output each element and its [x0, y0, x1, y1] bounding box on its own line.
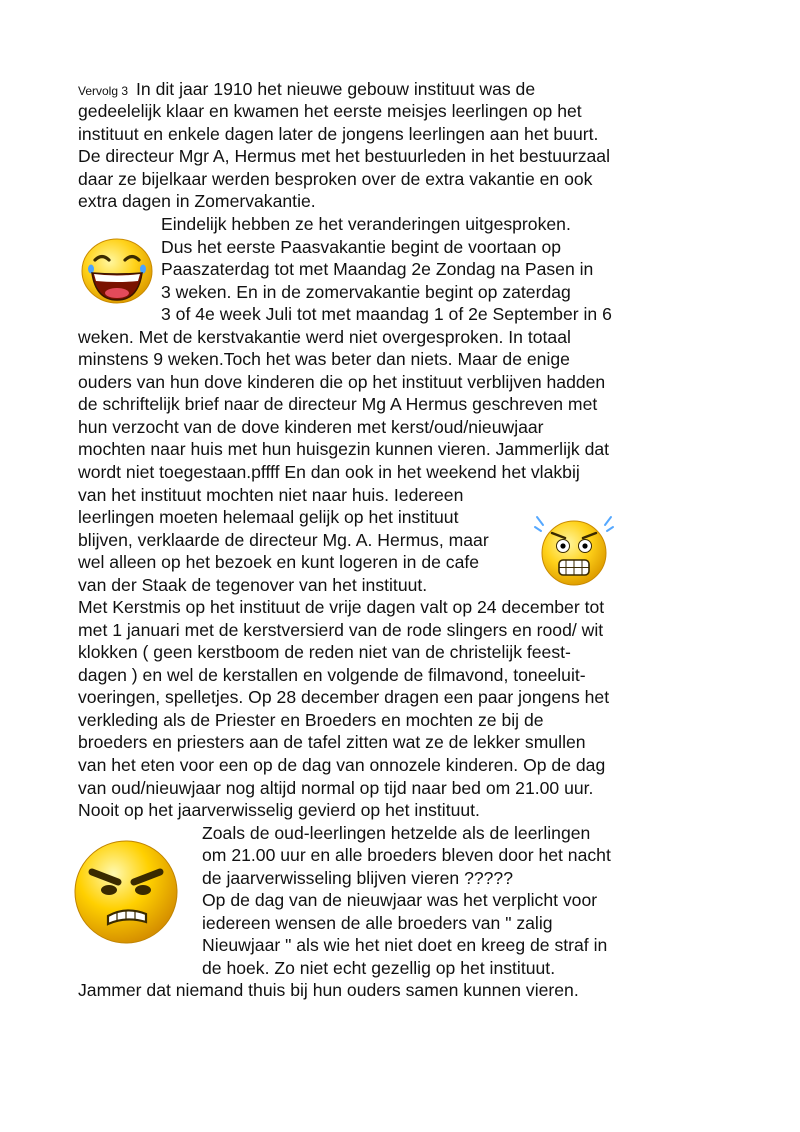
text-line: Jammer dat niemand thuis bij hun ouders samen kunnen vieren. — [78, 980, 579, 1000]
angry-emoji-icon — [70, 836, 182, 948]
text-line: Nooit op het jaarverwisselig gevierd op het instituut. — [78, 800, 480, 820]
text-line: Op de dag van de nieuwjaar was het verplicht voor — [202, 890, 598, 910]
text-line: verkleding als de Priester en Broeders en mochten ze bij de — [78, 710, 544, 730]
text-line: Nieuwjaar " als wie het niet doet en kreeg de straf in — [202, 935, 608, 955]
text-line: De directeur Mgr A, Hermus met het bestuurleden in het bestuurzaal — [78, 146, 610, 166]
text-line: dagen ) en wel de kerstallen en volgende de filmavond, toneeluit- — [78, 665, 586, 685]
text-line: van oud/nieuwjaar nog altijd normal op tijd naar bed om 21.00 uur. — [78, 778, 594, 798]
text-line: mochten naar huis met hun huisgezin kunnen vieren. Jammerlijk dat — [78, 439, 610, 459]
text-line: de jaarverwisseling blijven vieren ????? — [202, 868, 514, 888]
text-line: Zoals de oud-leerlingen hetzelde als de leerlingen — [202, 823, 591, 843]
text-line: van der Staak de tegenover van het instituut. — [78, 575, 428, 595]
text-line: om 21.00 uur en alle broeders bleven door het nacht — [202, 845, 611, 865]
text-line: broeders en priesters aan de tafel zitten wat ze de lekker smullen — [78, 732, 586, 752]
text-line: instituut en enkele dagen later de jongens leerlingen aan het buurt. — [78, 124, 599, 144]
text-line: iedereen wensen de alle broeders van " zalig — [202, 913, 553, 933]
text-line: extra dagen in Zomervakantie. — [78, 191, 316, 211]
text-line: de hoek. Zo niet echt gezellig op het instituut. — [202, 958, 556, 978]
text-line: 3 weken. En in de zomervakantie begint op zaterdag — [161, 282, 571, 302]
text-line: Paaszaterdag tot met Maandag 2e Zondag na Pasen in — [161, 259, 594, 279]
text-line: blijven, verklaarde de directeur Mg. A. Hermus, maar — [78, 530, 489, 550]
text-line: minstens 9 weken.Toch het was beter dan niets. Maar de enige — [78, 349, 570, 369]
text-line: weken. Met de kerstvakantie werd niet overgesproken. In totaal — [78, 327, 571, 347]
text-line: wel alleen op het bezoek en kunt logeren in de cafe — [78, 552, 480, 572]
text-line: ouders van hun dove kinderen die op het instituut verblijven hadden — [78, 372, 606, 392]
text-line: van het instituut mochten niet naar huis. Iedereen — [78, 485, 464, 505]
text-line: klokken ( geen kerstboom de reden niet van de christelijk feest- — [78, 642, 571, 662]
laughing-emoji-icon — [78, 236, 156, 306]
text-line: Met Kerstmis op het instituut de vrije dagen valt op 24 december tot — [78, 597, 605, 617]
text-line: van het eten voor een op de dag van onnozele kinderen. Op de dag — [78, 755, 606, 775]
text-line: daar ze bijelkaar werden besproken over de extra vakantie en ook — [78, 169, 593, 189]
text-line: voeringen, spelletjes. Op 28 december dragen een paar jongens het — [78, 687, 610, 707]
text-line: Vervolg 3 In dit jaar 1910 het nieuwe gebouw instituut was de — [78, 79, 536, 99]
text-line: wordt niet toegestaan.pffff En dan ook in het weekend het vlakbij — [78, 462, 580, 482]
page-label: Vervolg 3 — [78, 84, 129, 98]
text-line: met 1 januari met de kerstversierd van de rode slingers en rood/ wit — [78, 620, 604, 640]
text-line: Eindelijk hebben ze het veranderingen uitgesproken. — [161, 214, 571, 234]
text-line: hun verzocht van de dove kinderen met kerst/oud/nieuwjaar — [78, 417, 544, 437]
text-line: gedeelelijk klaar en kwamen het eerste meisjes leerlingen op het — [78, 101, 582, 121]
text-line: de schriftelijk brief naar de directeur Mg A Hermus geschreven met — [78, 394, 598, 414]
text-line: Dus het eerste Paasvakantie begint de voortaan op — [161, 237, 562, 257]
text-line: 3 of 4e week Juli tot met maandag 1 of 2e September in 6 — [161, 304, 612, 324]
scared-emoji-icon — [533, 511, 615, 589]
text-line: leerlingen moeten helemaal gelijk op het instituut — [78, 507, 459, 527]
